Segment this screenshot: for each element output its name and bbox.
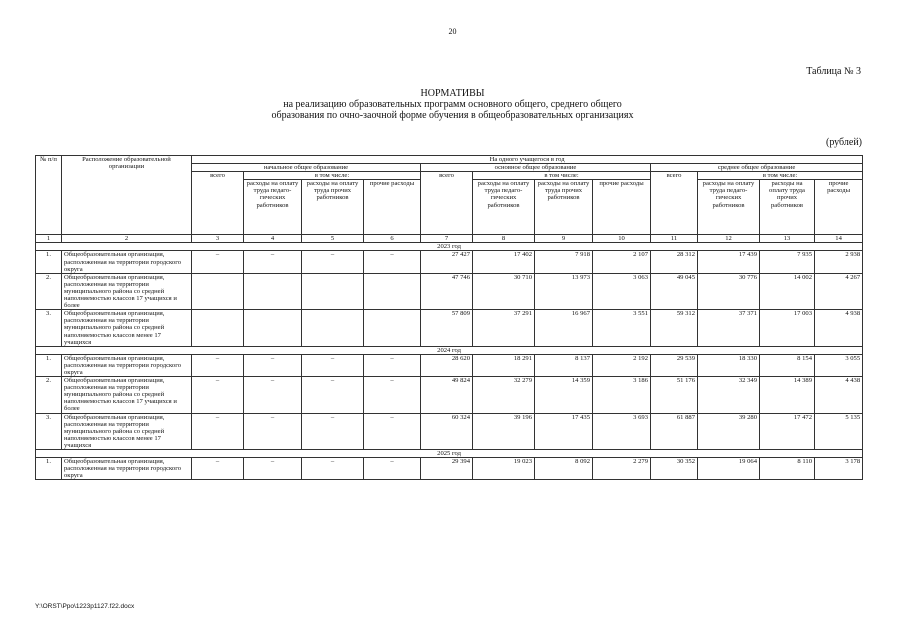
column-number: 12	[698, 235, 760, 243]
title-line-2: на реализацию образовательных программ основного общего, среднего общего	[283, 99, 622, 110]
year-label: 2025 год	[36, 450, 863, 458]
column-number: 4	[244, 235, 302, 243]
value-cell: 8 092	[535, 458, 593, 480]
row-location: Общеобразовательная организация, расположенная на территории муниципального района со средней наполняемостью классов менее 17 учащихся	[62, 413, 192, 449]
value-cell: –	[302, 413, 364, 449]
header-other: прочие расходы	[815, 180, 863, 235]
table-row	[36, 273, 863, 309]
value-cell: –	[192, 251, 244, 273]
value-cell: –	[244, 377, 302, 413]
value-cell: –	[364, 458, 421, 480]
table-label: Таблица № 3	[806, 66, 861, 77]
value-cell: 14 389	[760, 377, 815, 413]
table-row	[36, 458, 863, 480]
year-row	[36, 243, 863, 251]
units-label: (рублей)	[825, 137, 862, 148]
value-cell: –	[192, 377, 244, 413]
value-cell: 61 887	[651, 413, 698, 449]
header-other: прочие расходы	[593, 180, 651, 235]
row-number: 3.	[36, 413, 62, 449]
value-cell: 51 176	[651, 377, 698, 413]
row-location: Общеобразовательная организация, расположенная на территории муниципального района со средней наполняемостью классов 17 учащихся и более	[62, 273, 192, 309]
value-cell: 3 551	[593, 310, 651, 346]
standards-table	[35, 155, 863, 480]
column-number: 2	[62, 235, 192, 243]
value-cell: 2 107	[593, 251, 651, 273]
row-number: 1.	[36, 251, 62, 273]
header-including: в том числе:	[698, 172, 863, 180]
year-label: 2023 год	[36, 243, 863, 251]
column-number: 1	[36, 235, 62, 243]
table-row	[36, 413, 863, 449]
header-ped: расходы на оплату труда педаго-гических работников	[698, 180, 760, 235]
value-cell: 28 312	[651, 251, 698, 273]
value-cell: 7 918	[535, 251, 593, 273]
row-number: 1.	[36, 458, 62, 480]
year-row	[36, 450, 863, 458]
value-cell: 27 427	[421, 251, 473, 273]
value-cell: 3 178	[815, 458, 863, 480]
header-basic: основное общее образование	[421, 164, 651, 172]
value-cell: 37 291	[473, 310, 535, 346]
value-cell: 3 055	[815, 354, 863, 376]
value-cell: 19 064	[698, 458, 760, 480]
value-cell: 49 824	[421, 377, 473, 413]
value-cell: –	[364, 354, 421, 376]
value-cell: –	[302, 354, 364, 376]
value-cell: 4 267	[815, 273, 863, 309]
column-number: 8	[473, 235, 535, 243]
value-cell: 59 312	[651, 310, 698, 346]
column-number: 7	[421, 235, 473, 243]
column-numbers-row	[36, 235, 863, 243]
header-total: всего	[421, 172, 473, 235]
header-no: № п/п	[36, 156, 62, 235]
column-number: 3	[192, 235, 244, 243]
value-cell: 13 973	[535, 273, 593, 309]
value-cell	[364, 310, 421, 346]
value-cell: 39 280	[698, 413, 760, 449]
file-path-footer: Y:\ORST\Ppo\1223p1127.f22.docx	[35, 603, 135, 610]
row-number: 2.	[36, 377, 62, 413]
value-cell: 3 063	[593, 273, 651, 309]
value-cell: –	[302, 377, 364, 413]
value-cell: 30 710	[473, 273, 535, 309]
header-other-staff: расходы на оплату труда прочих работников	[535, 180, 593, 235]
header-other-staff: расходы на оплату труда прочих работников	[760, 180, 815, 235]
title-line-3: образования по очно-заочной форме обучения в общеобразовательных организациях	[271, 110, 634, 121]
table-row	[36, 377, 863, 413]
header-including: в том числе:	[473, 172, 651, 180]
value-cell: –	[244, 458, 302, 480]
document-title	[0, 88, 905, 121]
value-cell: 14 359	[535, 377, 593, 413]
value-cell: 3 186	[593, 377, 651, 413]
header-other-staff: расходы на оплату труда прочих работников	[302, 180, 364, 235]
value-cell: –	[192, 458, 244, 480]
row-number: 1.	[36, 354, 62, 376]
value-cell: 8 110	[760, 458, 815, 480]
value-cell: 4 438	[815, 377, 863, 413]
value-cell	[302, 310, 364, 346]
value-cell: –	[364, 413, 421, 449]
row-location: Общеобразовательная организация, расположенная на территории муниципального района со средней наполняемостью классов 17 учащихся и более	[62, 377, 192, 413]
value-cell: –	[302, 458, 364, 480]
header-per-student: На одного учащегося в год	[192, 156, 863, 164]
value-cell: 30 352	[651, 458, 698, 480]
value-cell: 7 935	[760, 251, 815, 273]
value-cell: 17 402	[473, 251, 535, 273]
value-cell: 17 435	[535, 413, 593, 449]
value-cell: 30 776	[698, 273, 760, 309]
value-cell: 19 023	[473, 458, 535, 480]
value-cell: –	[244, 413, 302, 449]
value-cell: 60 324	[421, 413, 473, 449]
value-cell: 3 693	[593, 413, 651, 449]
value-cell	[192, 310, 244, 346]
value-cell	[192, 273, 244, 309]
row-location: Общеобразовательная организация, расположенная на территории городского округа	[62, 251, 192, 273]
value-cell: –	[192, 413, 244, 449]
value-cell: 16 967	[535, 310, 593, 346]
value-cell: 18 330	[698, 354, 760, 376]
row-location: Общеобразовательная организация, расположенная на территории муниципального района со средней наполняемостью классов менее 17 учащихся	[62, 310, 192, 346]
value-cell: 8 154	[760, 354, 815, 376]
value-cell: 18 291	[473, 354, 535, 376]
value-cell	[244, 310, 302, 346]
value-cell: –	[364, 377, 421, 413]
row-location: Общеобразовательная организация, расположенная на территории городского округа	[62, 354, 192, 376]
value-cell: –	[244, 354, 302, 376]
value-cell	[244, 273, 302, 309]
value-cell: 39 196	[473, 413, 535, 449]
header-other: прочие расходы	[364, 180, 421, 235]
value-cell: 47 746	[421, 273, 473, 309]
column-number: 9	[535, 235, 593, 243]
row-location: Общеобразовательная организация, расположенная на территории городского округа	[62, 458, 192, 480]
column-number: 5	[302, 235, 364, 243]
header-location: Расположение образовательной организации	[62, 156, 192, 235]
value-cell: 49 045	[651, 273, 698, 309]
column-number: 10	[593, 235, 651, 243]
header-total: всего	[192, 172, 244, 235]
title-line-1: НОРМАТИВЫ	[420, 88, 485, 99]
value-cell: –	[364, 251, 421, 273]
value-cell: 2 279	[593, 458, 651, 480]
value-cell: 2 938	[815, 251, 863, 273]
value-cell: 17 472	[760, 413, 815, 449]
header-ped: расходы на оплату труда педаго-гических работников	[473, 180, 535, 235]
value-cell: 57 809	[421, 310, 473, 346]
value-cell: 5 135	[815, 413, 863, 449]
row-number: 2.	[36, 273, 62, 309]
header-total: всего	[651, 172, 698, 235]
value-cell: 17 003	[760, 310, 815, 346]
header-ped: расходы на оплату труда педаго-гических работников	[244, 180, 302, 235]
value-cell: 14 002	[760, 273, 815, 309]
value-cell: 29 394	[421, 458, 473, 480]
value-cell: –	[244, 251, 302, 273]
value-cell: –	[302, 251, 364, 273]
value-cell: 32 349	[698, 377, 760, 413]
value-cell: 8 137	[535, 354, 593, 376]
value-cell: 37 371	[698, 310, 760, 346]
header-secondary: среднее общее образование	[651, 164, 863, 172]
table-row	[36, 354, 863, 376]
column-number: 14	[815, 235, 863, 243]
column-number: 13	[760, 235, 815, 243]
value-cell	[302, 273, 364, 309]
value-cell: 4 938	[815, 310, 863, 346]
value-cell: –	[192, 354, 244, 376]
value-cell: 32 279	[473, 377, 535, 413]
header-primary: начальное общее образование	[192, 164, 421, 172]
table-row	[36, 310, 863, 346]
year-label: 2024 год	[36, 346, 863, 354]
value-cell: 28 620	[421, 354, 473, 376]
value-cell	[364, 273, 421, 309]
value-cell: 2 192	[593, 354, 651, 376]
column-number: 6	[364, 235, 421, 243]
value-cell: 17 439	[698, 251, 760, 273]
year-row	[36, 346, 863, 354]
page-number: 20	[448, 27, 457, 36]
value-cell: 29 539	[651, 354, 698, 376]
table-row	[36, 251, 863, 273]
column-number: 11	[651, 235, 698, 243]
header-including: в том числе:	[244, 172, 421, 180]
row-number: 3.	[36, 310, 62, 346]
